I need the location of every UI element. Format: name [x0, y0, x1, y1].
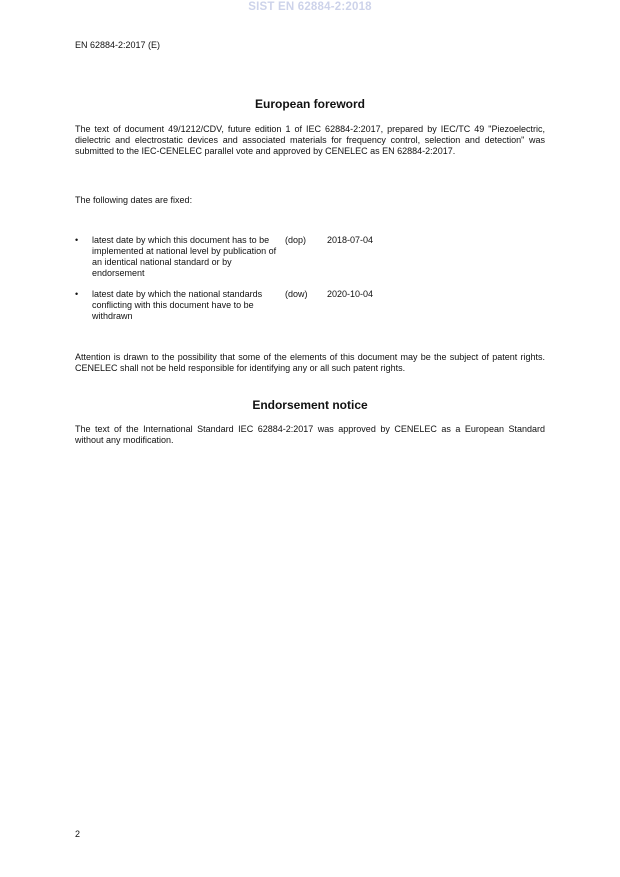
date-code: (dop): [285, 235, 307, 245]
endorsement-title: Endorsement notice: [252, 398, 368, 412]
bullet-icon: •: [75, 235, 79, 245]
page-number: 2: [75, 829, 81, 839]
date-description: latest date by which the national standards conflicting with this document have to be withdrawn: [92, 289, 263, 321]
date-code: (dow): [285, 289, 308, 299]
patent-attention-paragraph: Attention is drawn to the possibility that some of the elements of this document may be the subject of patent rights. CENELEC shall not be held responsible for identifying any or all such patent rights.: [75, 352, 545, 373]
watermark: SIST EN 62884-2:2018: [248, 1, 372, 13]
dates-intro: The following dates are fixed:: [75, 195, 193, 205]
date-description: latest date by which this document has to be implemented at national level by publication of an identical national standard or by endorsement: [92, 235, 277, 278]
document-identifier: EN 62884-2:2017 (E): [75, 40, 161, 50]
foreword-title: European foreword: [254, 97, 365, 111]
date-value: 2018-07-04: [327, 235, 374, 245]
bullet-icon: •: [75, 289, 79, 299]
endorsement-text: The text of the International Standard IEC 62884-2:2017 was approved by CENELEC as a European Standard without any modification.: [75, 424, 545, 445]
foreword-intro: The text of document 49/1212/CDV, future edition 1 of IEC 62884-2:2017, prepared by IEC/TC 49 "Piezoelectric, dielectric and electrostatic devices and associated materials for frequency control, selection and detection" was submitted to the IEC-CENELEC parallel vote and approved by CENELEC as EN 62884-2:2017.: [75, 124, 545, 156]
date-value: 2020-10-04: [327, 289, 374, 299]
